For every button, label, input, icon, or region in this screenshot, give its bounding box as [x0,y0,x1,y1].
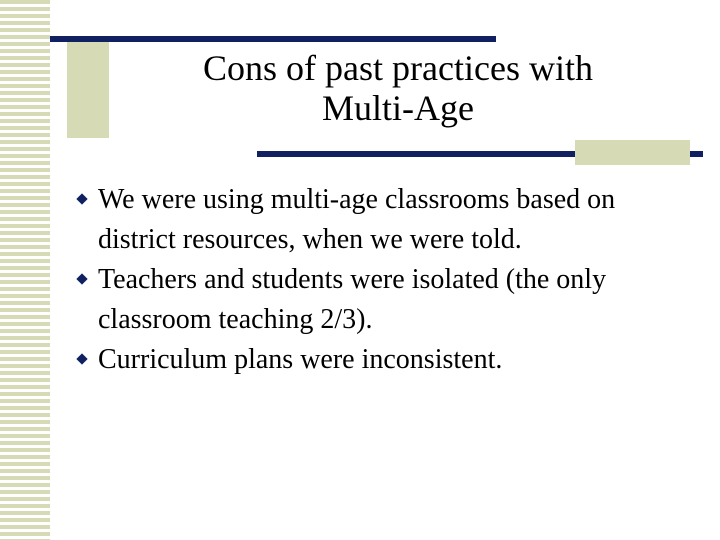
slide-title [120,48,676,128]
title-rule-top [50,36,496,42]
title-accent-block-left [67,40,109,138]
striped-side-decoration [0,0,50,540]
slide-title-line-1: Cons of past practices with [203,48,593,88]
diamond-bullet-icon [76,273,87,284]
bullet-item [78,180,698,260]
bullet-text: Curriculum plans were inconsistent. [98,344,503,375]
title-accent-block-right [575,140,690,165]
bullet-item [78,340,698,380]
bullet-item [78,260,698,340]
diamond-bullet-icon [76,193,87,204]
bullet-list [78,180,698,380]
diamond-bullet-icon [76,353,87,364]
bullet-text: We were using multi-age classrooms based on district resources, when we were told. [98,184,616,255]
bullet-text: Teachers and students were isolated (the only classroom teaching 2/3). [98,264,607,335]
slide-title-line-2: Multi-Age [322,88,474,128]
